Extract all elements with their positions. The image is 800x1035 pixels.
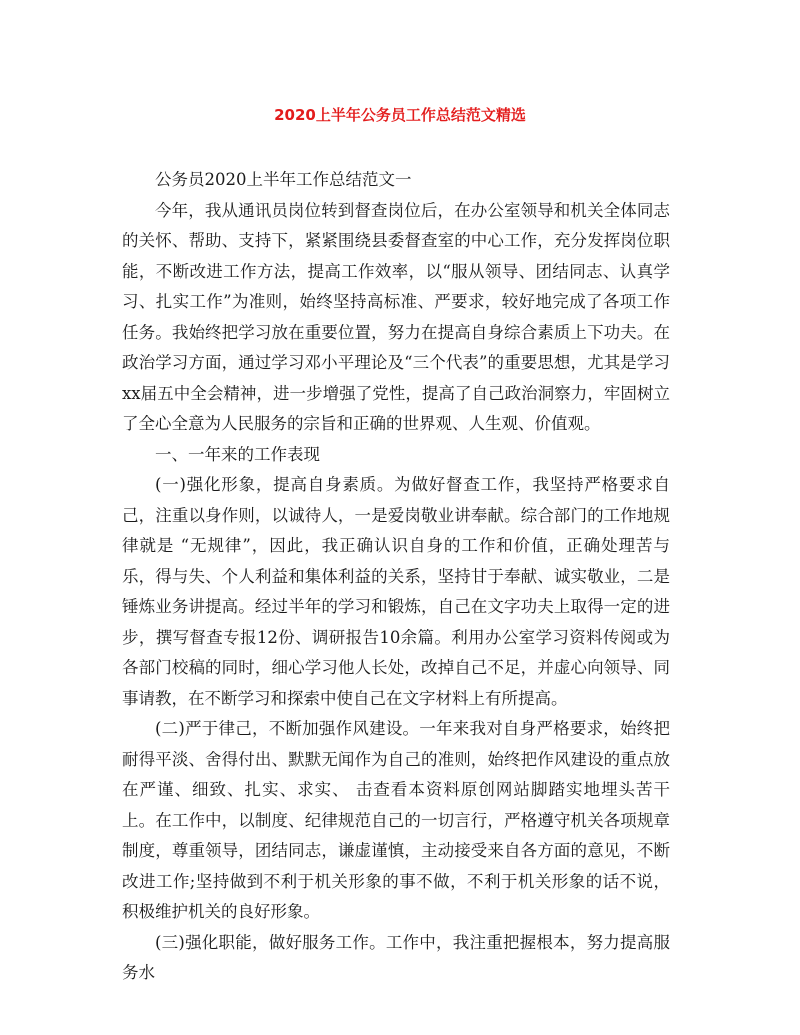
section-heading: 公务员2020上半年工作总结范文一 (155, 170, 412, 189)
body-paragraph: (二)严于律己，不断加强作风建设。一年来我对自身严格要求，始终把耐得平淡、舍得付出、默默无闻作为自己的准则，始终把作风建设的重点放在严谨、细致、扎实、求实、 击查看本资料原创网站脚踏实地埋头苦干上。在工作中，以制度、纪律规范自己的一切言行，严格遵守机关各项规章制度，尊重领导，团结同志，谦虚谨慎，主动接受来自各方面的意见，不断改进工作;坚持做到不利于机关形象的事不做，不利于机关形象的话不说，积极维护机关的良好形象。 (122, 719, 670, 921)
body-paragraph: (一)强化形象，提高自身素质。为做好督查工作，我坚持严格要求自己，注重以身作则，以诚待人，一是爱岗敬业讲奉献。综合部门的工作地规律就是 “无规律”，因此，我正确认识自身的工作和价值，正确处理苦与乐，得与失、个人利益和集体利益的关系，坚持甘于奉献、诚实敬业，二是锤炼业务讲提高。经过半年的学习和锻炼，自己在文字功夫上取得一定的进步，撰写督查专报12份、调研报告10余篇。利用办公室学习资料传阅或为各部门校稿的同时，细心学习他人长处，改掉自己不足，并虚心向领导、同事请教，在不断学习和探索中使自己在文字材料上有所提高。 (122, 475, 670, 708)
body-paragraph: (三)强化职能，做好服务工作。工作中，我注重把握根本，努力提高服务水 (122, 932, 670, 982)
document-body (122, 165, 670, 989)
document-title: 2020上半年公务员工作总结范文精选 (274, 106, 526, 124)
section-heading: 一、一年来的工作表现 (155, 444, 320, 464)
body-paragraph: 今年，我从通讯员岗位转到督查岗位后，在办公室领导和机关全体同志的关怀、帮助、支持下，紧紧围绕县委督查室的中心工作，充分发挥岗位职能，不断改进工作方法，提高工作效率，以“服从领导、团结同志、认真学习、扎实工作”为准则，始终坚持高标准、严要求，较好地完成了各项工作任务。我始终把学习放在重要位置，努力在提高自身综合素质上下功夫。在政治学习方面，通过学习邓小平理论及“三个代表”的重要思想，尤其是学习xx届五中全会精神，进一步增强了党性，提高了自己政治洞察力，牢固树立了全心全意为人民服务的宗旨和正确的世界观、人生观、价值观。 (122, 200, 670, 433)
